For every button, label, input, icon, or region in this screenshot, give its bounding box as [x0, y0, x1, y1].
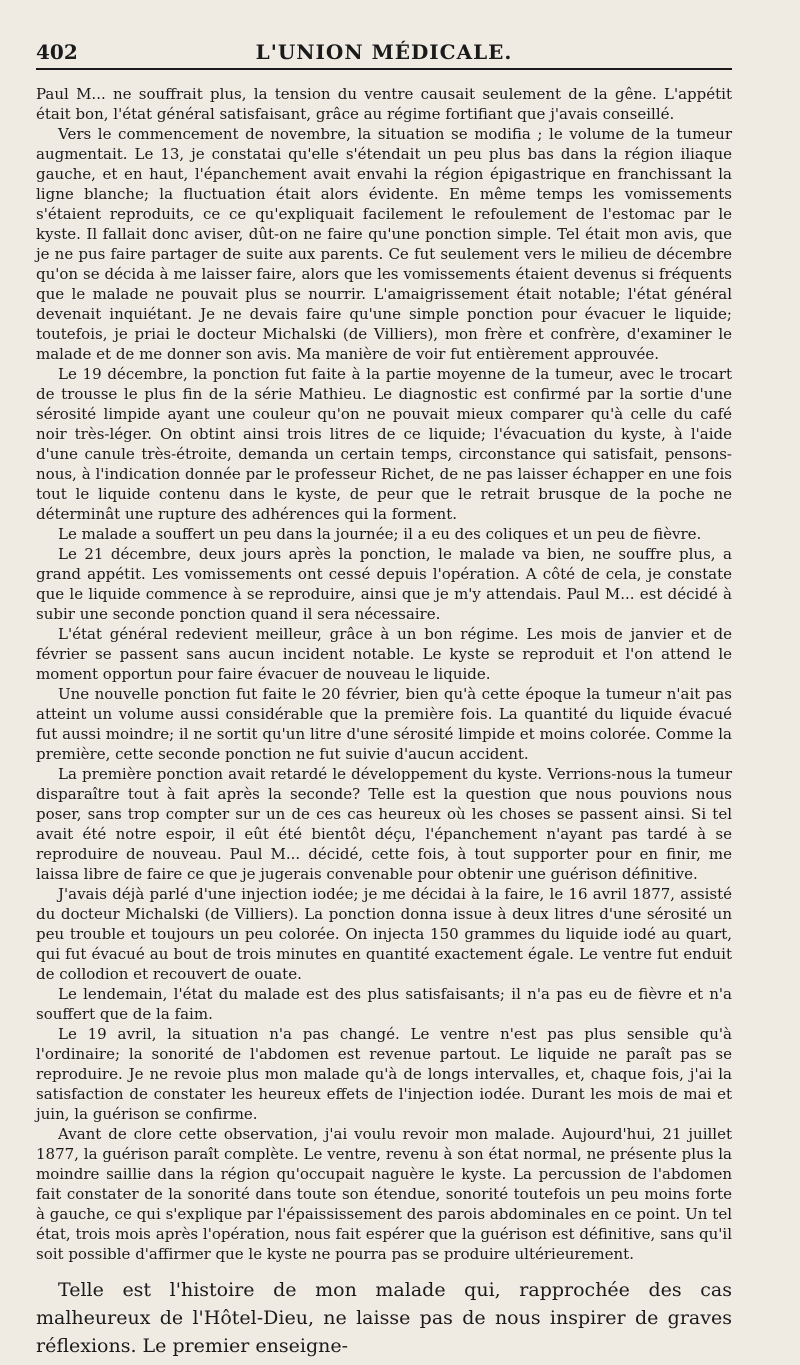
paragraph: J'avais déjà parlé d'une injection iodée; je me décidai à la faire, le 16 avril 1877, assisté du docteur Michalski (de Villiers). La ponction donna issue à deux litres d'une sérosité un peu trouble et toujours un peu colorée. On injecta 150 grammes du liquide iodé au quart, qui fut évacué au bout de trois minutes en quantité exactement égale. Le ventre fut enduit de collodion et recouvert de ouate.	[36, 885, 732, 983]
article-body	[36, 84, 732, 1264]
running-title: L'UNION MÉDICALE.	[255, 40, 513, 64]
paragraph: Le 19 décembre, la ponction fut faite à la partie moyenne de la tumeur, avec le trocart de trousse le plus fin de la série Mathieu. Le diagnostic est confirmé par la sortie d'une sérosité limpide ayant une couleur qu'on ne pouvait mieux comparer qu'à celle du café noir très-léger. On obtint ainsi trois litres de ce liquide; l'évacuation du kyste, à l'aide d'une canule très-étroite, demanda un certain temps, circonstance qui satisfait, pensons-nous, à l'indication donnée par le professeur Richet, de ne pas laisser échapper en une fois tout le liquide contenu dans le kyste, de peur que le retrait brusque de la poche ne déterminât une rupture des adhérences qui la forment.	[36, 365, 732, 523]
paragraph: L'état général redevient meilleur, grâce à un bon régime. Les mois de janvier et de février se passent sans aucun incident notable. Le kyste se reproduit et l'on attend le moment opportun pour faire évacuer de nouveau le liquide.	[36, 625, 732, 683]
paragraph: Avant de clore cette observation, j'ai voulu revoir mon malade. Aujourd'hui, 21 juillet 1877, la guérison paraît complète. Le ventre, revenu à son état normal, ne présente plus la moindre saillie dans la région qu'occupait naguère le kyste. La percussion de l'abdomen fait constater de la sonorité dans toute son étendue, sonorité toutefois un peu moins forte à gauche, ce qui s'explique par l'épaississement des parois abdominales en ce point. Un tel état, trois mois après l'opération, nous fait espérer que la guérison est définitive, sans qu'il soit possible d'affirmer que le kyste ne pourra pas se produire ultérieurement.	[36, 1125, 732, 1263]
paragraph: Vers le commencement de novembre, la situation se modifia ; le volume de la tumeur augmentait. Le 13, je constatai qu'elle s'étendait un peu plus bas dans la région iliaque gauche, et en haut, l'épanchement avait envahi la région épigastrique en franchissant la ligne blanche; la fluctuation était alors évidente. En même temps les vomissements s'étaient reproduits, ce ce qu'expliquait facilement le refoulement de l'estomac par le kyste. Il fallait donc aviser, dût-on ne faire qu'une ponction simple. Tel était mon avis, que je ne pus faire partager de suite aux parents. Ce fut seulement vers le milieu de décembre qu'on se décida à me laisser faire, alors que les vomissements étaient devenus si fréquents que le malade ne pouvait plus se nourrir. L'amaigrissement était notable; l'état général devenait inquiétant. Je ne devais faire qu'une simple ponction pour évacuer le liquide; toutefois, je priai le docteur Michalski (de Villiers), mon frère et confrère, d'examiner le malade et de me donner son avis. Ma manière de voir fut entièrement approuvée.	[36, 125, 732, 363]
paragraph: Le 21 décembre, deux jours après la ponction, le malade va bien, ne souffre plus, a grand appétit. Les vomissements ont cessé depuis l'opération. A côté de cela, je constate que le liquide commence à se reproduire, ainsi que je m'y attendais. Paul M... est décidé à subir une seconde ponction quand il sera nécessaire.	[36, 545, 732, 623]
paragraph: Paul M... ne souffrait plus, la tension du ventre causait seulement de la gêne. L'appétit était bon, l'état général satisfaisant, grâce au régime fortifiant que j'avais conseillé.	[36, 85, 732, 123]
closing-paragraph: Telle est l'histoire de mon malade qui, rapprochée des cas malheureux de l'Hôtel-Dieu, ne laisse pas de nous inspirer de graves réflexions. Le premier enseigne-	[36, 1279, 732, 1357]
closing-section	[36, 1276, 732, 1360]
paragraph: Le malade a souffert un peu dans la journée; il a eu des coliques et un peu de fièvre.	[58, 525, 702, 543]
page-number: 402	[36, 40, 78, 64]
paragraph: Une nouvelle ponction fut faite le 20 février, bien qu'à cette époque la tumeur n'ait pas atteint un volume aussi considérable que la première fois. La quantité du liquide évacué fut aussi moindre; il ne sortit qu'un litre d'une sérosité limpide et moins colorée. Comme la première, cette seconde ponction ne fut suivie d'aucun accident.	[36, 685, 732, 763]
paragraph: La première ponction avait retardé le développement du kyste. Verrions-nous la tumeur disparaître tout à fait après la seconde? Telle est la question que nous pouvions nous poser, sans trop compter sur un de ces cas heureux où les choses se passent ainsi. Si tel avait été notre espoir, il eût été bientôt déçu, l'épanchement n'ayant pas tardé à se reproduire de nouveau. Paul M... décidé, cette fois, à tout supporter pour en finir, me laissa libre de faire ce que je jugerais convenable pour obtenir une guérison définitive.	[36, 765, 732, 883]
paragraph: Le lendemain, l'état du malade est des plus satisfaisants; il n'a pas eu de fièvre et n'a souffert que de la faim.	[36, 985, 732, 1023]
paragraph: Le 19 avril, la situation n'a pas changé. Le ventre n'est pas plus sensible qu'à l'ordinaire; la sonorité de l'abdomen est revenue partout. Le liquide ne paraît pas se reproduire. Je ne revoie plus mon malade qu'à de longs intervalles, et, chaque fois, j'ai la satisfaction de constater les heureux effets de l'injection iodée. Durant les mois de mai et juin, la guérison se confirme.	[36, 1025, 732, 1123]
page-header	[36, 38, 732, 70]
